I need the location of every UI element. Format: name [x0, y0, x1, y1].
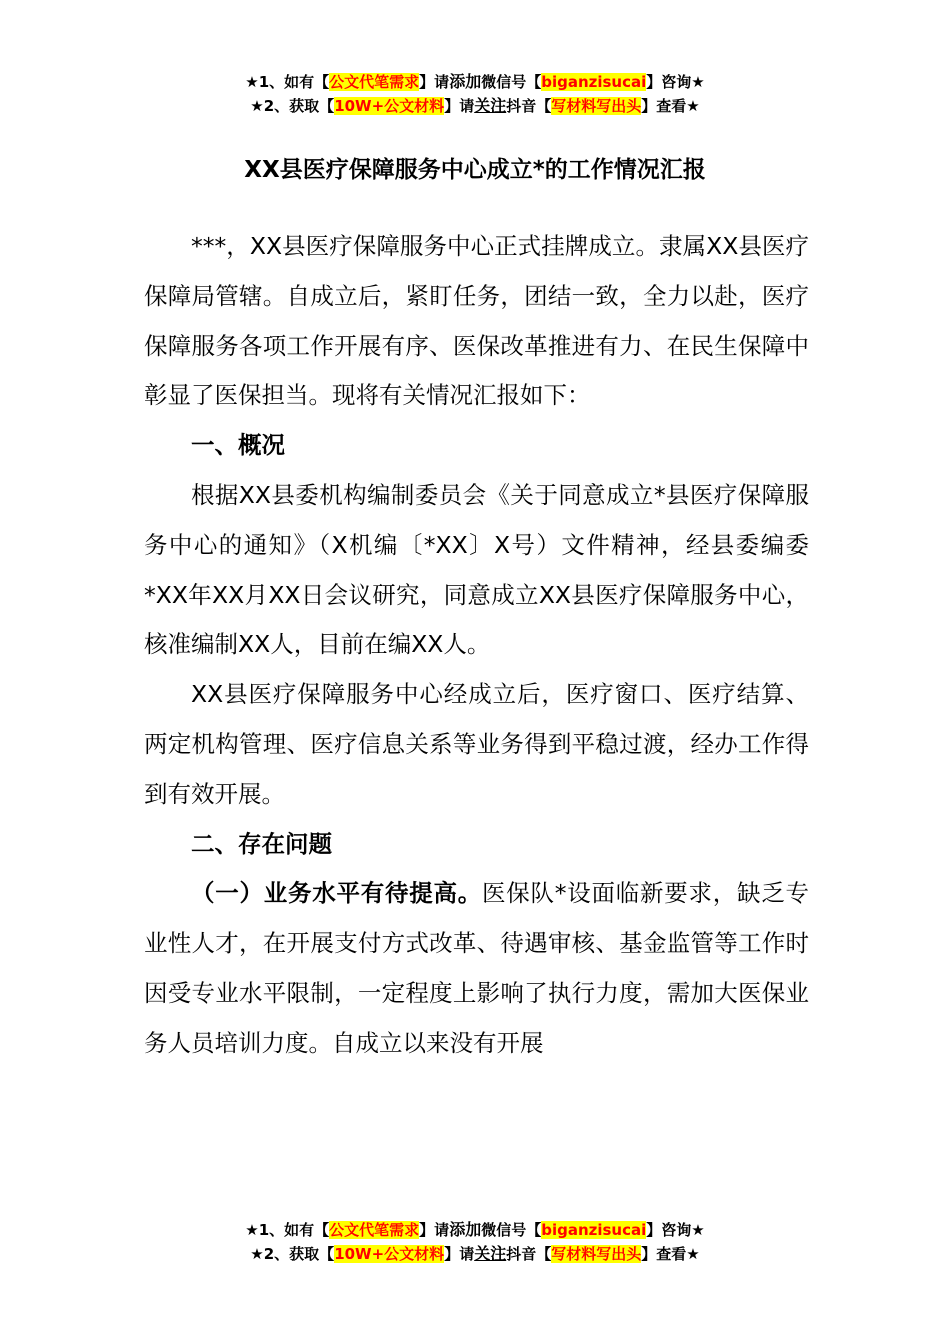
document-body: [144, 222, 809, 1069]
intro-paragraph: ***，XX县医疗保障服务中心正式挂牌成立。隶属XX县医疗保障局管辖。自成立后，紧盯任务，团结一致，全力以赴，医疗保障服务各项工作开展有序、医保改革推进有力、在民生保障中彰显了医保担当。现将有关情况汇报如下：: [144, 232, 809, 410]
wechat-id-highlight: biganzisucai: [541, 73, 647, 91]
highlight-text: 公文代笔需求: [329, 1221, 420, 1239]
notice-text: ★1、如有【: [245, 73, 330, 91]
footer-notice: [0, 1218, 950, 1266]
notice-text: 】咨询★: [646, 73, 705, 91]
notice-text: 微信号【: [481, 1221, 542, 1239]
emphasis-text: 添加: [449, 72, 482, 91]
highlight-text: 10W+公文材料: [334, 1245, 445, 1263]
emphasis-text: 添加: [449, 1220, 482, 1239]
header-notice: [0, 70, 950, 118]
notice-text: 】查看★: [641, 97, 700, 115]
body-paragraph: 根据XX县委机构编制委员会《关于同意成立*县医疗保障服务中心的通知》（X机编〔*XX〕X号）文件精神，经县委编委*XX年XX月XX日会议研究，同意成立XX县医疗保障服务中心，核准编制XX人，目前在编XX人。: [144, 480, 809, 659]
notice-text: ★1、如有【: [245, 1221, 330, 1239]
wechat-id-highlight: biganzisucai: [541, 1221, 647, 1239]
body-paragraph: XX县医疗保障服务中心经成立后，医疗窗口、医疗结算、两定机构管理、医疗信息关系等业务得到平稳过渡，经办工作得到有效开展。: [144, 680, 809, 808]
document-title: XX县医疗保障服务中心成立*的工作情况汇报: [244, 157, 706, 183]
section-heading: 二、存在问题: [191, 829, 332, 858]
body-paragraph: [144, 869, 809, 1068]
notice-text: 】请: [419, 1221, 450, 1239]
notice-line-2: [0, 94, 950, 118]
section-heading: 一、概况: [191, 431, 285, 460]
notice-text: ★2、获取【: [250, 97, 335, 115]
notice-text: 】请: [444, 1245, 475, 1263]
notice-text: 】查看★: [641, 1245, 700, 1263]
notice-text: 微信号【: [481, 73, 542, 91]
emphasis-text: 关注: [474, 1244, 507, 1263]
subsection-text: 医保队*设面临新要求，缺乏专业性人才，在开展支付方式改革、待遇审核、基金监管等工作时因受专业水平限制，一定程度上影响了执行力度，需加大医保业务人员培训力度。自成立以来没有开展: [144, 879, 809, 1057]
notice-text: 抖音【: [506, 1245, 552, 1263]
notice-text: 抖音【: [506, 97, 552, 115]
douyin-id-highlight: 写材料写出头: [551, 1245, 642, 1263]
notice-text: 】咨询★: [646, 1221, 705, 1239]
notice-line-1: [0, 70, 950, 94]
notice-text: 】请: [419, 73, 450, 91]
highlight-text: 公文代笔需求: [329, 73, 420, 91]
emphasis-text: 关注: [474, 96, 507, 115]
notice-text: ★2、获取【: [250, 1245, 335, 1263]
subsection-heading: （一）业务水平有待提高。: [191, 879, 482, 908]
notice-line-1: [0, 1218, 950, 1242]
notice-text: 】请: [444, 97, 475, 115]
notice-line-2: [0, 1242, 950, 1266]
douyin-id-highlight: 写材料写出头: [551, 97, 642, 115]
highlight-text: 10W+公文材料: [334, 97, 445, 115]
